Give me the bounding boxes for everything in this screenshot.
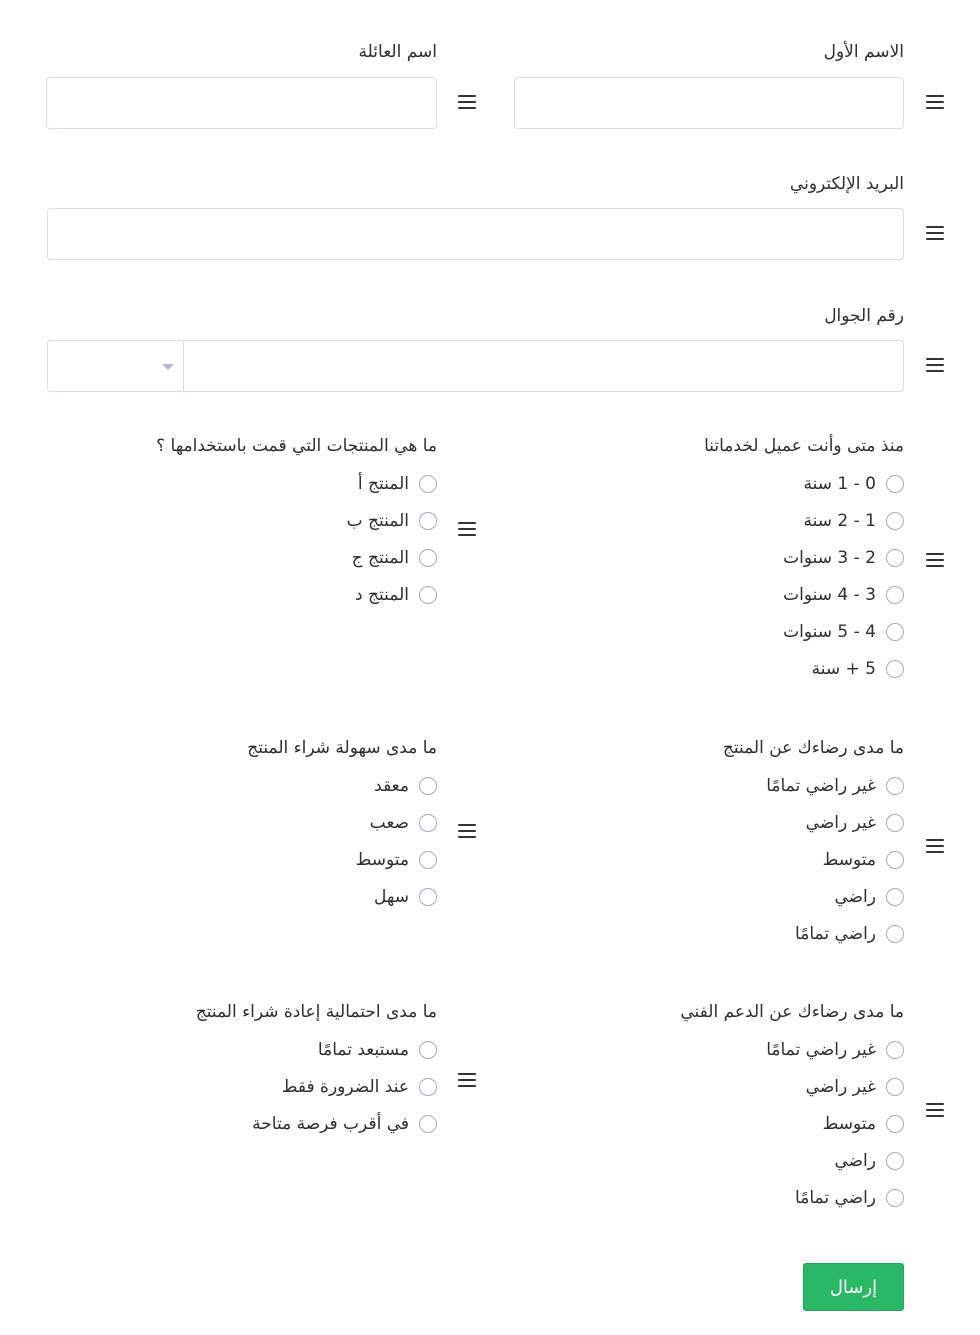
radio-button[interactable] bbox=[419, 475, 437, 493]
radio-button[interactable] bbox=[886, 1189, 904, 1207]
radio-option[interactable]: معقد bbox=[374, 774, 437, 798]
radio-option[interactable]: 1 - 2 سنة bbox=[803, 509, 904, 533]
drag-handle-icon[interactable] bbox=[926, 358, 944, 372]
radio-button[interactable] bbox=[419, 1078, 437, 1096]
radio-button[interactable] bbox=[886, 851, 904, 869]
radio-option[interactable]: 4 - 5 سنوات bbox=[783, 620, 904, 644]
drag-handle-icon[interactable] bbox=[926, 839, 944, 853]
drag-handle-icon[interactable] bbox=[458, 522, 476, 536]
radio-option[interactable]: 2 - 3 سنوات bbox=[783, 546, 904, 570]
radio-option[interactable]: مستبعد تمامًا bbox=[318, 1038, 437, 1062]
radio-button[interactable] bbox=[419, 1041, 437, 1059]
radio-button[interactable] bbox=[886, 660, 904, 678]
drag-handle-icon[interactable] bbox=[458, 824, 476, 838]
last-name-input[interactable] bbox=[46, 77, 437, 129]
purchase-ease-question: ما مدى سهولة شراء المنتج bbox=[247, 738, 437, 758]
repurchase-likelihood-question: ما مدى احتمالية إعادة شراء المنتج bbox=[195, 1002, 437, 1022]
radio-button[interactable] bbox=[886, 586, 904, 604]
radio-option[interactable]: صعب bbox=[370, 811, 437, 835]
radio-button[interactable] bbox=[419, 777, 437, 795]
radio-button[interactable] bbox=[886, 475, 904, 493]
radio-option[interactable]: سهل bbox=[374, 885, 437, 909]
customer-duration-question: منذ متى وأنت عميل لخدماتنا bbox=[704, 436, 904, 456]
radio-option[interactable]: غير راضي bbox=[806, 811, 904, 835]
radio-option[interactable]: راضي bbox=[834, 885, 904, 909]
radio-option[interactable]: عند الضرورة فقط bbox=[282, 1075, 437, 1099]
radio-button[interactable] bbox=[886, 1078, 904, 1096]
radio-option[interactable]: متوسط bbox=[823, 848, 904, 872]
last-name-label: اسم العائلة bbox=[358, 42, 437, 62]
radio-button[interactable] bbox=[419, 512, 437, 530]
product-satisfaction-question: ما مدى رضاءك عن المنتج bbox=[722, 738, 904, 758]
radio-button[interactable] bbox=[886, 814, 904, 832]
radio-option[interactable]: متوسط bbox=[356, 848, 437, 872]
radio-option[interactable]: 3 - 4 سنوات bbox=[783, 583, 904, 607]
drag-handle-icon[interactable] bbox=[458, 1073, 476, 1087]
radio-button[interactable] bbox=[419, 814, 437, 832]
radio-button[interactable] bbox=[419, 1115, 437, 1133]
email-label: البريد الإلكتروني bbox=[789, 174, 904, 194]
radio-button[interactable] bbox=[886, 623, 904, 641]
radio-option[interactable]: غير راضي تمامًا bbox=[766, 1038, 904, 1062]
radio-option[interactable]: المنتج أ bbox=[358, 472, 437, 496]
radio-option[interactable]: 0 - 1 سنة bbox=[803, 472, 904, 496]
radio-button[interactable] bbox=[419, 586, 437, 604]
radio-button[interactable] bbox=[886, 549, 904, 567]
phone-label: رقم الجوال bbox=[824, 306, 904, 326]
email-input[interactable] bbox=[47, 208, 904, 260]
radio-button[interactable] bbox=[886, 1041, 904, 1059]
submit-button[interactable]: إرسال bbox=[803, 1263, 904, 1311]
radio-button[interactable] bbox=[886, 1115, 904, 1133]
radio-option[interactable]: متوسط bbox=[823, 1112, 904, 1136]
country-code-select[interactable] bbox=[48, 341, 184, 391]
radio-button[interactable] bbox=[419, 888, 437, 906]
radio-button[interactable] bbox=[886, 1152, 904, 1170]
radio-option[interactable]: 5 + سنة bbox=[812, 657, 904, 681]
radio-option[interactable]: راضي تمامًا bbox=[795, 922, 904, 946]
radio-button[interactable] bbox=[886, 888, 904, 906]
radio-option[interactable]: غير راضي تمامًا bbox=[766, 774, 904, 798]
drag-handle-icon[interactable] bbox=[926, 226, 944, 240]
radio-button[interactable] bbox=[419, 549, 437, 567]
radio-option[interactable]: المنتج ج bbox=[352, 546, 437, 570]
drag-handle-icon[interactable] bbox=[926, 553, 944, 567]
drag-handle-icon[interactable] bbox=[926, 1103, 944, 1117]
radio-option[interactable]: في أقرب فرصة متاحة bbox=[252, 1112, 437, 1136]
support-satisfaction-question: ما مدى رضاءك عن الدعم الفني bbox=[680, 1002, 904, 1022]
drag-handle-icon[interactable] bbox=[458, 95, 476, 109]
radio-button[interactable] bbox=[886, 777, 904, 795]
radio-option[interactable]: غير راضي bbox=[806, 1075, 904, 1099]
drag-handle-icon[interactable] bbox=[926, 95, 944, 109]
radio-option[interactable]: المنتج ب bbox=[347, 509, 437, 533]
phone-input[interactable] bbox=[183, 341, 903, 391]
radio-button[interactable] bbox=[886, 512, 904, 530]
radio-option[interactable]: راضي تمامًا bbox=[795, 1186, 904, 1210]
radio-option[interactable]: راضي bbox=[834, 1149, 904, 1173]
products-used-question: ما هي المنتجات التي قمت باستخدامها ؟ bbox=[156, 436, 437, 456]
first-name-label: الاسم الأول bbox=[823, 42, 904, 62]
chevron-down-icon bbox=[162, 364, 174, 370]
radio-button[interactable] bbox=[886, 925, 904, 943]
radio-option[interactable]: المنتج د bbox=[355, 583, 437, 607]
phone-field bbox=[47, 340, 904, 392]
radio-button[interactable] bbox=[419, 851, 437, 869]
first-name-input[interactable] bbox=[514, 77, 904, 129]
